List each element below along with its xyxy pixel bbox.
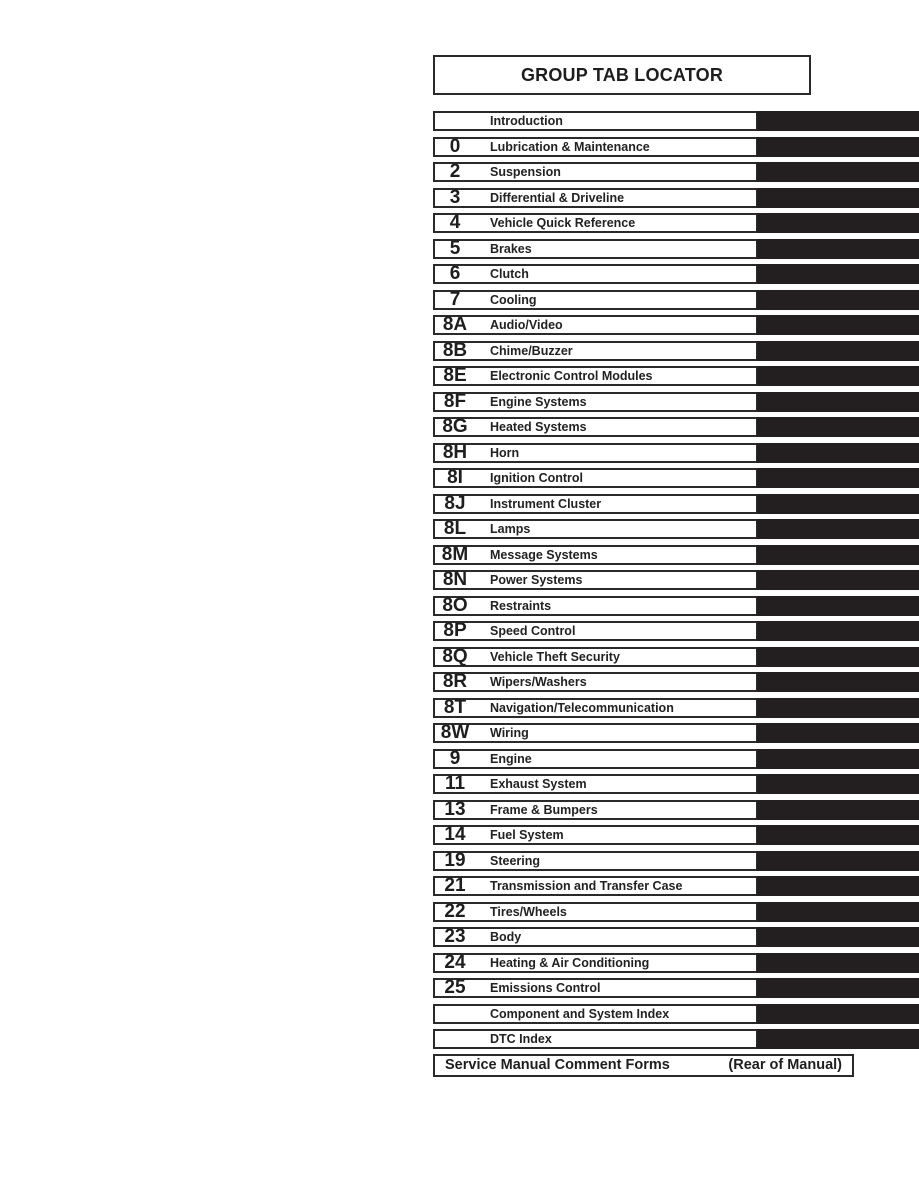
tab-group-label: Exhaust System (490, 777, 587, 791)
tab-row[interactable] (433, 391, 919, 417)
tab-group-label: Emissions Control (490, 981, 601, 995)
page-title: GROUP TAB LOCATOR (520, 64, 724, 85)
tab-marker-bar[interactable] (757, 494, 919, 514)
tab-group-number: 21 (444, 875, 466, 896)
tab-label-box[interactable] (433, 111, 758, 131)
tab-row[interactable] (433, 161, 919, 187)
tab-marker-bar[interactable] (757, 417, 919, 437)
tab-label-box[interactable] (433, 723, 758, 743)
tab-group-number: 13 (444, 798, 466, 820)
tab-group-label: Navigation/Telecommunication (490, 700, 674, 715)
tab-label-box[interactable] (433, 953, 758, 973)
tab-group-label: Ignition Control (490, 471, 584, 485)
tab-row[interactable] (433, 1028, 919, 1054)
tab-label-box[interactable] (433, 468, 758, 488)
tab-group-label: Body (490, 930, 522, 944)
tab-row[interactable] (433, 926, 919, 952)
tab-label-box[interactable] (433, 621, 758, 641)
tab-row[interactable] (433, 952, 919, 978)
tab-label-box[interactable] (433, 596, 758, 616)
tab-marker-bar[interactable] (757, 800, 919, 820)
tab-marker-bar[interactable] (757, 366, 919, 386)
tab-group-label: Engine (490, 751, 532, 766)
tab-marker-bar[interactable] (757, 621, 919, 641)
tab-group-number: 9 (449, 747, 461, 769)
tab-label-box[interactable] (433, 162, 758, 182)
tab-row[interactable] (433, 748, 919, 774)
tab-group-label: Wipers/Washers (490, 675, 587, 689)
tab-row[interactable] (433, 518, 919, 544)
tab-row[interactable] (433, 416, 919, 442)
tab-marker-bar[interactable] (757, 876, 919, 896)
tab-group-number: 8I (447, 467, 463, 488)
tab-row[interactable] (433, 569, 919, 595)
tab-group-number: 8G (442, 416, 468, 437)
tab-marker-bar[interactable] (757, 851, 919, 871)
tab-marker-bar[interactable] (757, 239, 919, 259)
tab-label-box[interactable] (433, 315, 758, 335)
tab-group-label: Transmission and Transfer Case (490, 879, 683, 893)
tab-group-label: Heating & Air Conditioning (490, 955, 650, 970)
tab-group-label: Wiring (490, 726, 529, 740)
tab-marker-bar[interactable] (757, 774, 919, 794)
tab-group-label: Message Systems (490, 547, 598, 562)
tab-marker-bar[interactable] (757, 1004, 919, 1024)
tab-group-number: 8L (443, 518, 467, 539)
tab-label-box[interactable] (433, 672, 758, 692)
tab-row[interactable] (433, 263, 919, 289)
tab-group-number: 5 (449, 237, 461, 259)
tab-row[interactable] (433, 365, 919, 391)
tab-row[interactable] (433, 1003, 919, 1029)
tab-label-box[interactable] (433, 774, 758, 794)
tab-label-box[interactable] (433, 341, 758, 361)
tab-group-number: 2 (449, 161, 461, 182)
tab-group-number: 14 (444, 824, 466, 845)
tab-label-box[interactable] (433, 417, 758, 437)
tab-group-number: 8W (440, 722, 470, 743)
tab-group-label: Suspension (490, 165, 561, 179)
tab-group-label: Brakes (490, 241, 532, 256)
tab-marker-bar[interactable] (757, 1029, 919, 1049)
tab-row[interactable] (433, 595, 919, 621)
tab-label-box[interactable] (433, 978, 758, 998)
tab-group-label: Steering (490, 853, 541, 868)
tab-label-box[interactable] (433, 647, 758, 667)
tab-group-number: 24 (444, 951, 466, 973)
comment-forms-label: Service Manual Comment Forms (445, 1057, 670, 1073)
tab-row[interactable] (433, 212, 919, 238)
tab-label-box[interactable] (433, 800, 758, 820)
tab-row[interactable] (433, 620, 919, 646)
tab-group-number: 6 (449, 263, 461, 284)
tab-row[interactable] (433, 187, 919, 213)
tab-marker-bar[interactable] (757, 927, 919, 947)
tab-group-label: Instrument Cluster (490, 496, 602, 511)
tab-marker-bar[interactable] (757, 596, 919, 616)
tab-group-number: 8F (443, 390, 467, 412)
tab-group-label: Lamps (490, 522, 531, 536)
tab-group-label: Clutch (490, 267, 529, 281)
tab-group-number: 11 (444, 773, 466, 794)
tab-marker-bar[interactable] (757, 443, 919, 463)
tab-row[interactable] (433, 875, 919, 901)
tab-label-box[interactable] (433, 545, 758, 565)
tab-marker-bar[interactable] (757, 315, 919, 335)
tab-group-label: Lubrication & Maintenance (490, 139, 650, 154)
tab-group-number: 8J (444, 492, 466, 514)
tab-row[interactable] (433, 467, 919, 493)
tab-group-label: DTC Index (490, 1032, 552, 1046)
tab-marker-bar[interactable] (757, 264, 919, 284)
tab-label-box[interactable] (433, 137, 758, 157)
tab-group-label: Electronic Control Modules (490, 369, 653, 383)
tab-marker-bar[interactable] (757, 137, 919, 157)
tab-row[interactable] (433, 493, 919, 519)
tab-row[interactable] (433, 544, 919, 570)
tab-marker-bar[interactable] (757, 825, 919, 845)
tab-list (433, 110, 919, 1054)
tab-label-box[interactable] (433, 927, 758, 947)
rear-of-manual-label: (Rear of Manual) (728, 1057, 842, 1073)
tab-group-number: 8O (442, 594, 468, 616)
tab-row[interactable] (433, 314, 919, 340)
tab-group-number: 7 (449, 288, 461, 310)
tab-marker-bar[interactable] (757, 290, 919, 310)
tab-group-number: 8M (441, 543, 469, 565)
tab-label-box[interactable] (433, 239, 758, 259)
tab-group-number: 22 (444, 900, 466, 922)
tab-marker-bar[interactable] (757, 749, 919, 769)
tab-label-box[interactable] (433, 264, 758, 284)
tab-row[interactable] (433, 901, 919, 927)
tab-label-box[interactable] (433, 443, 758, 463)
tab-marker-bar[interactable] (757, 647, 919, 667)
tab-row[interactable] (433, 289, 919, 315)
tab-group-label: Speed Control (490, 624, 576, 638)
tab-marker-bar[interactable] (757, 188, 919, 208)
tab-label-box[interactable] (433, 698, 758, 718)
tab-marker-bar[interactable] (757, 468, 919, 488)
tab-row[interactable] (433, 773, 919, 799)
tab-group-label: Audio/Video (490, 318, 563, 332)
tab-row[interactable] (433, 799, 919, 825)
tab-marker-bar[interactable] (757, 341, 919, 361)
tab-label-box[interactable] (433, 749, 758, 769)
tab-row[interactable] (433, 136, 919, 162)
tab-label-box[interactable] (433, 519, 758, 539)
tab-label-box[interactable] (433, 851, 758, 871)
tab-marker-bar[interactable] (757, 570, 919, 590)
tab-marker-bar[interactable] (757, 545, 919, 565)
tab-group-label: Engine Systems (490, 394, 587, 409)
tab-label-box[interactable] (433, 876, 758, 896)
comment-forms-box[interactable] (433, 1054, 854, 1077)
tab-group-number: 8N (442, 569, 468, 590)
tab-group-number: 3 (449, 186, 461, 208)
tab-marker-bar[interactable] (757, 723, 919, 743)
tab-marker-bar[interactable] (757, 213, 919, 233)
tab-marker-bar[interactable] (757, 392, 919, 412)
tab-group-number: 19 (444, 849, 466, 871)
tab-group-number: 8T (443, 696, 467, 718)
tab-group-label: Heated Systems (490, 420, 587, 434)
tab-group-number: 25 (444, 977, 466, 998)
tab-group-label: Frame & Bumpers (490, 802, 598, 817)
tab-row[interactable] (433, 977, 919, 1003)
tab-group-label: Fuel System (490, 828, 564, 842)
tab-label-box[interactable] (433, 902, 758, 922)
tab-row[interactable] (433, 697, 919, 723)
tab-group-number: 8H (442, 441, 468, 463)
tab-group-number: 8Q (442, 645, 468, 667)
tab-group-number: 8P (443, 620, 467, 641)
tab-group-label: Component and System Index (490, 1006, 670, 1021)
tab-label-box[interactable] (433, 188, 758, 208)
tab-marker-bar[interactable] (757, 162, 919, 182)
tab-marker-bar[interactable] (757, 698, 919, 718)
tab-group-label: Chime/Buzzer (490, 343, 573, 358)
tab-group-label: Differential & Driveline (490, 190, 625, 205)
tab-group-label: Cooling (490, 292, 537, 307)
tab-marker-bar[interactable] (757, 978, 919, 998)
tab-label-box[interactable] (433, 494, 758, 514)
tab-row[interactable] (433, 110, 919, 136)
tab-group-number: 8B (442, 339, 468, 361)
tab-label-box[interactable] (433, 213, 758, 233)
tab-row[interactable] (433, 824, 919, 850)
tab-row[interactable] (433, 340, 919, 366)
tab-marker-bar[interactable] (757, 953, 919, 973)
tab-group-label: Tires/Wheels (490, 904, 567, 919)
tab-label-box[interactable] (433, 1029, 758, 1049)
tab-group-number: 0 (449, 135, 461, 157)
tab-row[interactable] (433, 671, 919, 697)
tab-group-number: 8R (442, 671, 468, 692)
tab-group-label: Vehicle Quick Reference (490, 216, 636, 230)
tab-group-label: Restraints (490, 598, 552, 613)
tab-label-box[interactable] (433, 825, 758, 845)
tab-group-number: 8E (443, 365, 467, 386)
tab-group-label: Introduction (490, 114, 563, 128)
tab-marker-bar[interactable] (757, 519, 919, 539)
tab-row[interactable] (433, 850, 919, 876)
tab-label-box[interactable] (433, 392, 758, 412)
tab-marker-bar[interactable] (757, 902, 919, 922)
tab-group-label: Vehicle Theft Security (490, 649, 620, 664)
tab-row[interactable] (433, 722, 919, 748)
title-box (433, 55, 811, 95)
tab-group-number: 4 (449, 212, 461, 233)
tab-group-number: 8A (442, 314, 468, 335)
tab-row[interactable] (433, 646, 919, 672)
tab-label-box[interactable] (433, 366, 758, 386)
tab-label-box[interactable] (433, 1004, 758, 1024)
tab-group-number: 23 (444, 926, 466, 947)
tab-group-label: Power Systems (490, 573, 583, 587)
tab-marker-bar[interactable] (757, 111, 919, 131)
tab-row[interactable] (433, 238, 919, 264)
tab-label-box[interactable] (433, 570, 758, 590)
tab-row[interactable] (433, 442, 919, 468)
tab-marker-bar[interactable] (757, 672, 919, 692)
tab-group-label: Horn (490, 445, 520, 460)
tab-label-box[interactable] (433, 290, 758, 310)
